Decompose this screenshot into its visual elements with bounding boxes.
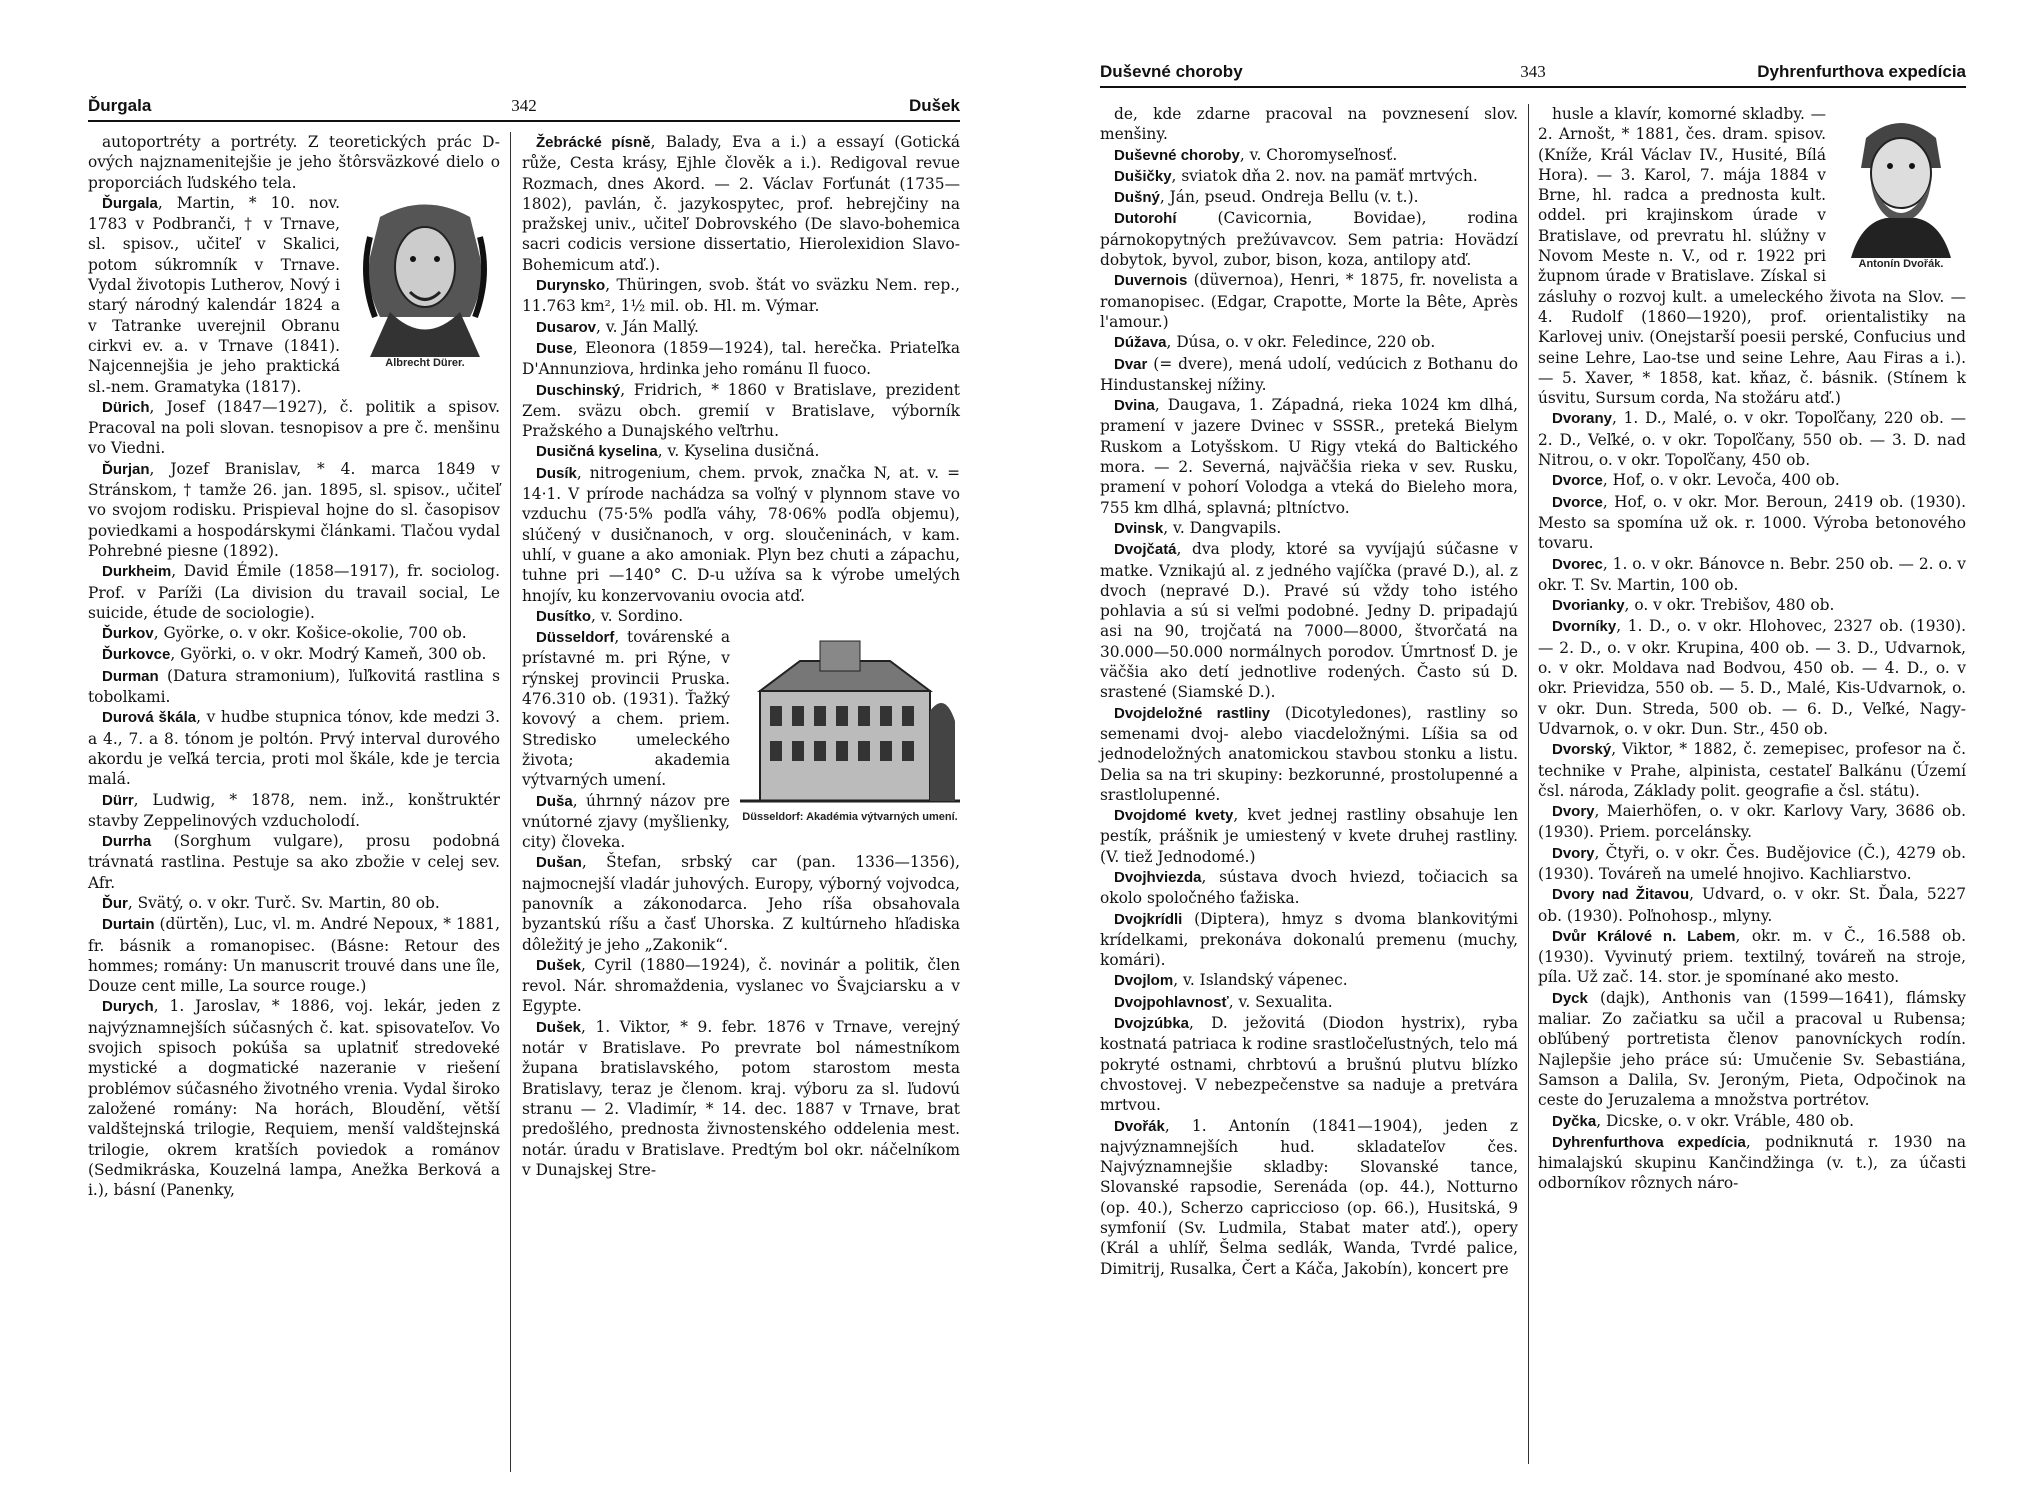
entry: Durrha (Sorghum vulgare), prosu podobná trávnatá rastlina. Pestuje sa ako zbožie v celej sev. Afr. [88,832,500,892]
entry: Dvorce, Hof, o. v okr. Mor. Beroun, 2419 ob. (1930). Mesto sa spomína už ok. r. 1000. Výroba betonového tovaru. [1538,492,1966,553]
entry: Dvojdeložné rastliny (Dicotyledones), rastliny so semenami dvoj- alebo viacdeložnými. Líšia sa od jednodeložných anatomickou stavbou stonku a listu. Delia sa na tri skupiny: bezkorunné, prostolupenné a srastlolupenné. [1100,703,1519,804]
entry: Dvar (= dvere), mená udolí, vedúcich z Bothanu do Hindustanskej nížiny. [1100,354,1518,394]
entry: Duse, Eleonora (1859—1924), tal. herečka. Priateľka D'Annunziova, hrdinka jeho románu Il fuoco. [522,338,960,379]
entry: Duša, úhrnný názov pre vnútorné zjavy (myšlienky, city) človeka. [522,791,730,852]
dvorak-caption: Antonín Dvořák. [1858,258,1944,270]
right-column-2 [1538,104,1966,1194]
dusseldorf-academy-image [740,631,960,811]
entry: Dürich, Josef (1847—1927), č. politik a spisov. Pracoval na poli slovan. tesnopisov a pre č. menšinu vo Viedni. [88,397,500,458]
entry: Durych, 1. Jaroslav, * 1886, voj. lekár, jeden z najvýznamnejších súčasných č. kat. spisovateľov. Vo svojich spisoch pokúša sa uplatniť stredoveké mystické a dogmatické nazeranie v riešení problémov súčasného životného vrenia. Vydal široko založené romány: Na horách, Bloudění, větší valdštejnská trilogie, Requiem, menší valdštejnská trilogie, okrem kratších poviedok a románov (Sedmikráska, Kouzelná lampa, Anežka Berková a i.), básní (Panenky, [88,997,500,1200]
entry: Dvorany, 1. D., Malé, o. v okr. Topoľčany, 220 ob. — 2. D., Veľké, o. v okr. Topoľčany, 550 ob. — 3. D. nad Nitrou, o. v okr. Topoľčany, 450 ob. [1538,409,1966,470]
right-page [1100,0,2038,1500]
left-page [0,0,1000,1500]
left-column-divider [510,132,511,1472]
entry: Dušek, Cyril (1880—1924), č. novinár a politik, člen revol. Nár. shromaždenia, vyslanec vo Švajciarsku a v Egypte. [522,955,960,1016]
entry: Dvojdomé kvety, kvet jednej rastliny obsahuje len pestík, prášnik je umiestený v kvete druhej rastliny. (V. tiež Jednodomé.) [1100,806,1518,866]
entry: Dvojkrídli (Diptera), hmyz s dvoma blankovitými krídelkami, prekonáva dokonalú premenu (muchy, komári). [1100,909,1518,970]
entry: Dusarov, v. Ján Mallý. [536,317,699,336]
left-column-2 [522,132,960,1180]
entry: Duschinský, Fridrich, * 1860 v Bratislave, prezident Zem. sväzu obch. gremií v Bratislave, výborník Pražského a Dunajského veľtrhu. [522,380,960,441]
entry: Durová škála, v hudbe stupnica tónov, kde medzi 3. a 4., 7. a 8. tónom je poltón. Prvý interval durového akordu je veľká tercia, proti mol škále, kde je tercia malá. [88,708,500,789]
entry: Dvory, Maierhöfen, o. v okr. Karlovy Vary, 3686 ob. (1930). Priem. porcelánsky. [1538,802,1966,842]
entry: Dvory nad Žitavou, Udvard, o. v okr. St. Ďala, 5227 ob. (1930). Poľnohosp., mlyny. [1538,885,1966,925]
entry: Dvorský, Viktor, * 1882, č. zemepisec, profesor na č. technike v Prahe, alpinista, cestateľ Balkánu (Území čsl. národa, Základy polit. geografie a čsl. státu). [1538,740,1966,800]
entry: Dušičky, sviatok dňa 2. nov. na pamäť mrtvých. [1114,166,1478,185]
dusseldorf-figure [740,631,960,824]
entry: Žebrácké písně, Balady, Eva a i.) a essayí (Gotická růže, Cesta krásy, Ejhle člověk a i.). Redigoval revue Rozmach, dnes Akord. — 2. Václav Forťunát (1735—1802), pavlán, č. jazykospytec, prof. hebrejčiny na pražskej univ., učiteľ Dobrovského (De slavo-bohemica sacri codicis versione dissertatio, Hierolexidion Slavo-Bohemicum atď.). [522,133,961,274]
entry: Ďurgala, Martin, * 10. nov. 1783 v Podbranči, † v Trnave, sl. spisov., učiteľ v Skalici, potom súkromník v Trnave. Vydal životopis Lutherov, Nový i starý národný kalendár 1824 a v Tatranke uverejnil Obranu cirkvi ev. a. v Trnave (1841). Najcennejšia je jeho praktická sl.-nem. Gramatyka (1817). [88,193,340,396]
dvorak-portrait-figure [1836,108,1966,271]
entry: Dvorníky, 1. D., o. v okr. Hlohovec, 2327 ob. (1930). — 2. D., o. v okr. Krupina, 400 ob. — 3. D., Udvarnok, o. v okr. Moldava nad Bodvou, 450 ob. — 4. D., o. v okr. Prievidza, 550 ob. — 5. D., Malé, Kis-Udvarnok, o. v okr. Dun. Streda, 500 ob. — 6. D., Veľké, Nagy-Udvarnok, o. v okr. Dun. Str., 450 ob. [1538,617,1966,738]
entry: Dvojčatá, dva plody, ktoré sa vyvíjajú súčasne v matke. Vznikajú al. z jedného vajíčka (pravé D.), al. z dvoch (nepravé D.). Pravé sú vždy toho istého pohlavia a sú si veľmi podobné. Jedny D. pripadajú asi na 90, trojčatá na 7000—8000, štvorčatá na 30.000—50.000 normálnych porodov. Úmrtnosť D. je väčšia ako detí jednotlive rodených. Často sú D. srastené (Siamské D.). [1100,540,1518,702]
entry: Dusičná kyselina, v. Kyselina dusičná. [536,442,820,461]
entry: Dvojlom, v. Islandský vápenec. [1114,971,1348,990]
entry: Dvory, Čtyři, o. v okr. Čes. Budějovice (Č.), 4279 ob. (1930). Továreň na umelé hnojivo. Kachliarstvo. [1538,843,1966,883]
entry: Dvojzúbka, D. ježovitá (Diodon hystrix), ryba kostnatá patriaca k rodine srastločeľustných, telo má pokryté ostnami, chrbtovú a brušnú plutvu blízko chvostovej. V nebezpečenstve sa naduje a pretvára mrtvou. [1100,1014,1518,1115]
entry: Ďurkovce, Györki, o. v okr. Modrý Kameň, 300 ob. [102,645,487,664]
entry: Dušan, Štefan, srbský car (pan. 1336—1356), najmocnejší vladár juhových. Europy, výborný vojvodca, panovník a zákonodarca. Jeho ríša obsahovala byzantskú ríšu a časť Uhorska. Z kultúrneho hľadiska dôležitý je jeho „Zakonik“. [522,853,960,954]
entry: husle a klavír, komorné skladby. — 2. Arnošt, * 1881, čes. dram. spisov. (Kníže, Král Václav IV., Husité, Bílá Hora). — 3. Karol, 7. mája 1884 v Brne, hl. radca a prednosta kult. oddel. pri krajinskom úrade v Bratislave, od prevratu hl. slúžny v Novom Meste n. V., od r. 1922 pri župnom úrade v Bratislave. Získal si zásluhy o rozvoj kult. a umeleckého života na Slov. — 4. Rudolf (1860—1920), prof. orientalistiky na Karlovej univ. (Onejstarší poesii perské, Confucius und seine Lehre, Lao-tse und seine Lehre, Aau Firas a i.). — 5. Xaver, * 1858, kat. kňaz, č. básnik. (Stínem k úsvitu, Sursum corda, Na stožáru atď.) [1538,105,1966,408]
entry: Dutorohí (Cavicornia, Bovidae), rodina párnokopytných prežúvavcov. Sem patria: Hovädzí dobytok, byvol, zubor, bison, koza, antilopy atď. [1100,209,1518,270]
left-guide-word: Ďurgala [88,96,152,115]
entry: Dvůr Králové n. Labem, okr. m. v Č., 16.588 ob. (1930). Vyvinutý priem. textilný, továreň na stroje, píla. Už zač. 14. stor. je spomínané ako mesto. [1538,926,1966,987]
entry: Dvina, Daugava, 1. Západná, rieka 1024 km dlhá, pramení v jazere Dvinec v SSSR., preteká Bielym Ruskom a Lotyšskom. U Rigy vteká do Baltického mora. — 2. Severná, najväčšia rieka v sev. Rusku, pramení v pohorí Volodga a vteká do Bieleho mora, 755 km dlhá, splavná; pltníctvo. [1100,396,1518,517]
entry: Dvorce, Hof, o. v okr. Levoča, 400 ob. [1552,471,1840,490]
entry: Durkheim, David Émile (1858—1917), fr. sociolog. Prof. v Paríži (La division du travail social, Le suicide, étude de sociologie). [88,562,500,622]
entry: Dyhrenfurthova expedícia, podniknutá r. 1930 na himalajskú skupinu Kančindžinga (v. t.), za účasti odborníkov rôznych náro- [1538,1132,1966,1193]
right-column-1 [1100,104,1518,1279]
right-guide-word-end: Dyhrenfurthova expedícia [1757,62,1966,81]
durer-portrait-figure [350,197,500,370]
durer-caption: Albrecht Dürer. [385,356,465,369]
left-page-header [88,92,960,122]
entry: Dvorianky, o. v okr. Trebišov, 480 ob. [1552,596,1835,615]
entry: Ďur, Svätý, o. v okr. Turč. Sv. Martin, 80 ob. [102,893,440,912]
entry: Dusítko, v. Sordino. [536,606,684,625]
entry: Dyck (dajk), Anthonis van (1599—1641), flámsky maliar. Zo začiatku sa učil a pracoval u Rubensa; obľúbený portretista členov panovníckych rodín. Najlepšie jeho práce sú: Umučenie Sv. Sebastiána, Samson a Dalila, Sv. Jeroným, Pieta, Odpočinok na ceste do Jeruzalema a množstva portrétov. [1538,988,1966,1110]
entry: Durman (Datura stramonium), ľuľkovitá rastlina s tobolkami. [88,666,500,707]
entry: Duševné choroby, v. Choromyseľnosť. [1114,145,1398,164]
entry: Ďurkov, Györke, o. v okr. Košice-okolie, 700 ob. [102,624,467,643]
entry: Dúžava, Dúsa, o. v okr. Feledince, 220 ob. [1114,333,1436,352]
entry: Durtain (dürtěn), Luc, vl. m. André Nepoux, * 1881, fr. básnik a romanopisec. (Básne: Retour des hommes; romány: Un manuscrit trouvé dans une île, Douze cent mille, La source rouge.) [88,915,500,996]
entry: Dusík, nitrogenium, chem. prvok, značka N, at. v. = 14·1. V prírode nachádza sa voľný v plynnom stave vo vzduchu (75·5% podľa váhy, 78·06% podľa objemu), slúčený v dusičnanoch, v org. sloučeninách, v kam. uhlí, v guane a ako amoniak. Plyn bez chuti a zápachu, tuhne pri —140° C. D-u užíva sa k výrobe umelých hnojív, ku konzervovaniu ovocia atď. [522,463,960,605]
durer-portrait-image [350,197,500,357]
entry: Dušek, 1. Viktor, * 9. febr. 1876 v Trnave, verejný notár v Bratislave. Po prevrate bol námestníkom župana bratislavského, potom starostom mesta Bratislavy, teraz je členom. kraj. výboru za sl. ľudovú stranu — 2. Vladimír, * 14. dec. 1887 v Trnave, brat predošlého, prednosta živnostenského oddelenia mest. notár. úradu v Bratislave. Predtým bol okr. náčelníkom v Dunajskej Stre- [522,1017,960,1179]
right-guide-word: Duševné choroby [1100,62,1243,81]
dvorak-portrait-image [1836,108,1966,258]
entry: Dvojpohlavnosť, v. Sexualita. [1114,992,1333,1011]
entry: Ďurjan, Jozef Branislav, * 4. marca 1849 v Stránskom, † tamže 26. jan. 1895, sl. spisov., učiteľ vo svojom rodisku. Prispieval hojne do sl. časopisov poviedkami a hospodárskymi článkami. Tlačou vydal Pohrebné piesne (1892). [88,459,500,560]
entry: Dvinsk, v. Dangvapils. [1114,518,1282,537]
entry: Dvorec, 1. o. v okr. Bánovce n. Bebr. 250 ob. — 2. o. v okr. T. Sv. Martin, 100 ob. [1538,554,1966,594]
entry: Durynsko, Thüringen, svob. štát vo sväzku Nem. rep., 11.763 km², 1½ mil. ob. Hl. m. Výmar. [522,276,960,316]
entry: Düsseldorf, továrenské a prístavné m. pri Rýne, v rýnskej provincii Pruska. 476.310 ob. (1931). Ťažký kovový a chem. priem. Stredisko umeleckého života; akademia výtvarných umení. [522,628,730,790]
right-page-header [1100,58,1966,88]
left-guide-word-end: Dušek [908,96,960,115]
entry: autoportréty a portréty. Z teoretických prác D-ových najznamenitejšie je jeho štôrsväzkové dielo o proporciách ľudského tela. [88,133,500,192]
entry: Dvojhviezda, sústava dvoch hviezd, točiacich sa okolo spoločného ťažiska. [1100,867,1518,908]
left-column-1 [88,132,500,1200]
entry: Dyčka, Dicske, o. v okr. Vráble, 480 ob. [1552,1111,1854,1130]
entry: de, kde zdarne pracoval na povznesení slov. menšiny. [1100,105,1518,144]
right-page-number: 343 [1520,62,1546,81]
left-page-number: 342 [511,96,537,115]
dusseldorf-caption: Düsseldorf: Akadémia výtvarných umení. [742,811,958,824]
entry: Duvernois (düvernoa), Henri, * 1875, fr. novelista a romanopisec. (Edgar, Crapotte, Morte la Bête, Après l'amour.) [1100,271,1518,331]
entry: Dvořák, 1. Antonín (1841—1904), jeden z najvýznamnejších hud. skladateľov čes. Najvýznamnejšie skladby: Slovanské tance, Slovanské rapsodie, Serenáda (op. 44.), Notturno (op. 40.), Scherzo capriccioso (op. 66.), Husitská, 9 symfonií (Sv. Ludmila, Stabat mater atď.), opery (Král a uhlíř, Šelma sedlák, Wanda, Tvrdé palice, Dimitrij, Rusalka, Čert a Káča, Jakobín), koncert pre [1100,1116,1518,1278]
entry: Dürr, Ludwig, * 1878, nem. inž., konštruktér stavby Zeppelinových vzducholodí. [88,790,500,830]
entry: Dušný, Ján, pseud. Ondreja Bellu (v. t.). [1114,188,1419,207]
right-column-divider [1528,104,1529,1464]
